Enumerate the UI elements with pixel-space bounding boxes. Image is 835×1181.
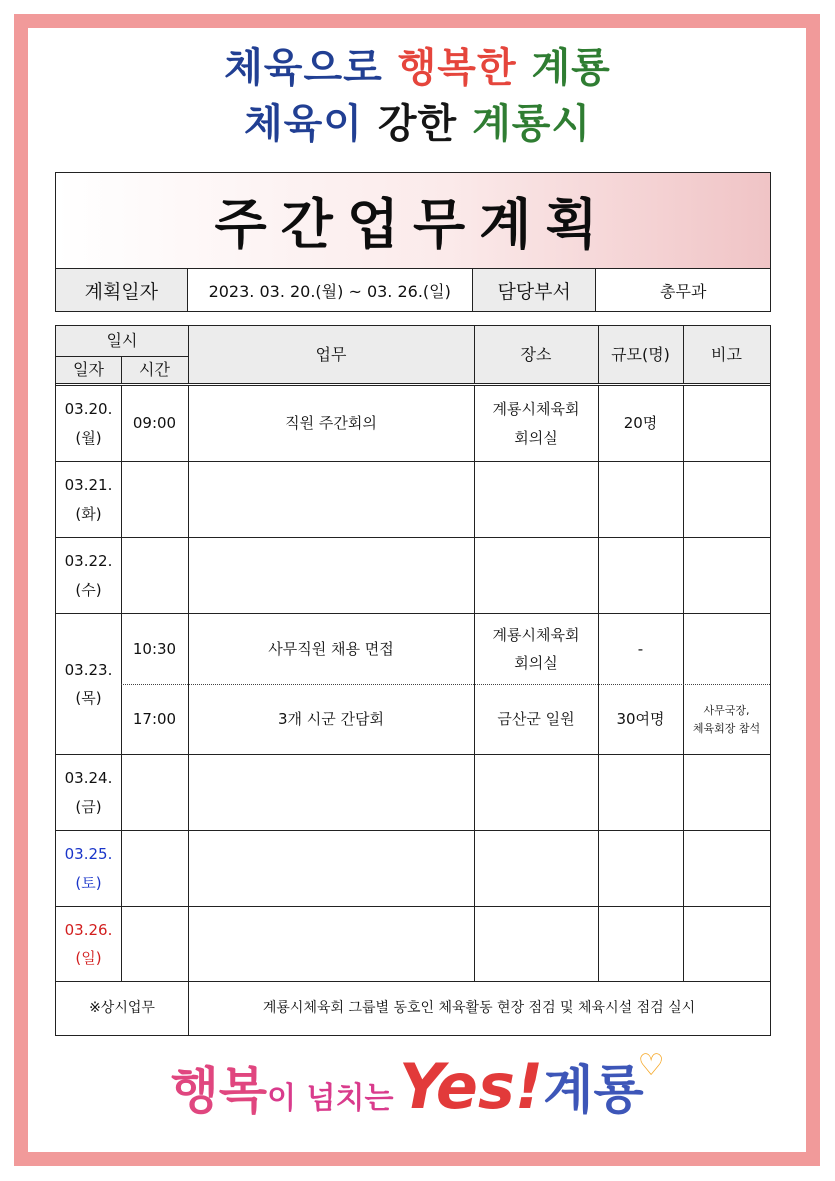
title-box	[55, 172, 771, 269]
date-text: 03.25.	[64, 845, 113, 863]
row-place	[474, 614, 598, 684]
place-line-2: 회의실	[514, 654, 558, 672]
dept-label: 담당부서	[473, 269, 597, 311]
row-date-0326	[56, 907, 121, 981]
row-task: 사무직원 채용 면접	[268, 639, 394, 658]
date-text: 03.26.	[64, 920, 113, 939]
date-text: 03.22.	[64, 552, 113, 570]
header-scale: 규모(명)	[598, 326, 683, 384]
regular-task-label: ※상시업무	[89, 1000, 155, 1017]
header-datetime: 일시	[56, 326, 188, 356]
heart-icon: ♡	[637, 1048, 665, 1083]
place-line-1: 계룡시체육회	[492, 625, 580, 644]
slogan-2-part-a: 체육이	[244, 100, 378, 147]
header-time: 시간	[121, 356, 188, 384]
page-title: 주간업무계획	[214, 193, 612, 256]
day-text: (수)	[75, 580, 102, 599]
note-line-2: 체육회장 참석	[692, 721, 761, 735]
header-place: 장소	[474, 326, 598, 384]
row-scale: 30여명	[616, 710, 665, 729]
slogan-line-1	[0, 36, 835, 93]
row-date-0323	[56, 614, 121, 754]
header-note: 비고	[683, 326, 770, 384]
slogan-1-part-c: 계룡	[516, 44, 611, 91]
slogan-line-2	[0, 92, 835, 149]
plan-date-label: 계획일자	[56, 269, 188, 311]
plan-date-value: 2023. 03. 20.(월) ~ 03. 26.(일)	[188, 269, 473, 311]
note-line-1: 사무국장,	[703, 703, 750, 717]
row-place	[474, 386, 598, 461]
schedule-table	[55, 325, 771, 1036]
slogan-1-part-b: 행복한	[397, 44, 517, 91]
grid-line	[56, 356, 188, 357]
footer-part-1: 행복	[170, 1062, 268, 1120]
grid-line	[56, 461, 770, 462]
dept-value: 총무과	[660, 281, 707, 301]
slogan-2-part-c: 계룡시	[457, 100, 591, 147]
info-row	[55, 269, 771, 312]
place-line-1: 계룡시체육회	[492, 400, 580, 418]
date-text: 03.23.	[64, 660, 113, 679]
header-task: 업무	[188, 326, 474, 384]
date-text: 03.24.	[64, 769, 113, 787]
grid-line	[56, 754, 770, 755]
row-time: 10:30	[132, 639, 177, 658]
footer-part-4: 계룡	[543, 1061, 644, 1121]
row-place: 금산군 일원	[497, 710, 575, 729]
day-text: (월)	[75, 428, 102, 447]
place-line-2: 회의실	[514, 428, 558, 447]
grid-line	[56, 906, 770, 907]
row-scale: 20명	[623, 414, 658, 433]
row-date-0320	[56, 386, 121, 461]
day-text: (금)	[75, 797, 102, 816]
footer-part-2: 이 넘치는	[267, 1081, 394, 1116]
date-text: 03.21.	[64, 476, 113, 494]
row-time: 09:00	[132, 414, 177, 433]
footer-part-3: Yes!	[399, 1050, 544, 1123]
row-note	[683, 685, 770, 754]
row-date-0321	[56, 462, 121, 537]
day-text: (화)	[75, 504, 102, 523]
row-date-0324	[56, 755, 121, 830]
row-date-0325	[56, 831, 121, 906]
day-text: (목)	[75, 689, 102, 707]
slogan-2-part-b: 강한	[377, 100, 458, 147]
date-text: 03.20.	[64, 400, 113, 418]
header-date: 일자	[56, 356, 121, 384]
row-task: 3개 시군 간담회	[277, 710, 385, 729]
day-text: (토)	[75, 873, 102, 892]
slogan-1-part-a: 체육으로	[224, 44, 398, 91]
row-date-0322	[56, 538, 121, 613]
grid-line	[683, 326, 684, 981]
footer-slogan	[0, 1048, 835, 1123]
row-scale: -	[637, 639, 644, 658]
row-task: 직원 주간회의	[285, 414, 377, 433]
regular-task-text: 계룡시체육회 그룹별 동호인 체육활동 현장 점검 및 체육시설 점검 실시	[262, 1000, 696, 1017]
row-time: 17:00	[132, 710, 177, 729]
grid-line	[56, 830, 770, 831]
day-text: (일)	[75, 949, 102, 967]
grid-line	[56, 537, 770, 538]
